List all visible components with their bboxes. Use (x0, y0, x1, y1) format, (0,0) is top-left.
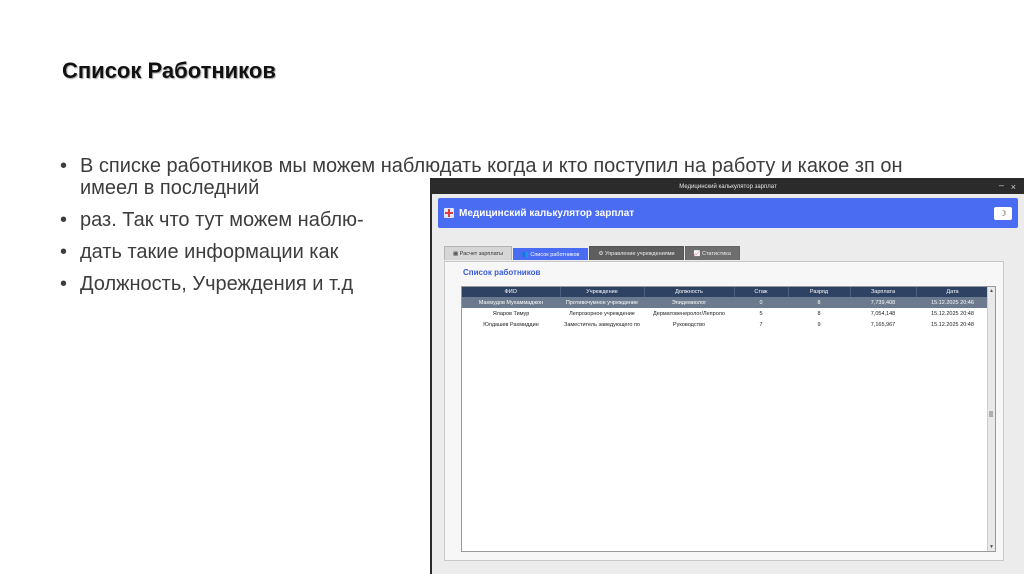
vertical-scrollbar[interactable] (987, 287, 995, 551)
table-cell: 7,165,967 (870, 321, 896, 328)
scrollbar-thumb[interactable] (989, 411, 993, 417)
table-cell: 0 (734, 297, 788, 308)
scroll-down-icon[interactable]: ▼ (989, 544, 994, 550)
app-title: Медицинский калькулятор зарплат (459, 207, 635, 219)
tab-salary-calc[interactable]: ▦ Расчет зарплаты (444, 246, 512, 260)
table-cell: 7,739,408 (850, 297, 916, 308)
theme-toggle-button[interactable] (994, 207, 1012, 220)
bullet-item: • Должность, Учреждения и т.д (58, 273, 938, 295)
column-header[interactable]: ФИО (462, 287, 560, 297)
app-window (430, 178, 1024, 574)
table-cell: 8 (817, 310, 821, 317)
table-cell: Руководство (672, 321, 706, 328)
panel-title: Список работников (463, 268, 541, 277)
table-cell: 15.12.2025 20:46 (916, 297, 989, 308)
table-cell: Махмудов Мухаммаджон (462, 297, 560, 308)
window-title: Медицинский калькулятор зарплат (679, 184, 777, 190)
app-header (438, 198, 1018, 228)
bullet-item: • дать такие информации как (58, 241, 938, 263)
table-cell: Яларов Тимур (492, 310, 530, 317)
tab-employee-list[interactable]: 👥 Список работников (513, 248, 589, 260)
table-cell: Противочумное учреждение (560, 297, 644, 308)
table-row[interactable] (462, 297, 989, 308)
minimize-icon[interactable]: – (998, 180, 1004, 190)
close-icon[interactable]: × (1010, 182, 1016, 192)
table-row[interactable] (462, 319, 989, 330)
hospital-icon (444, 208, 454, 218)
table-cell: 7 (759, 321, 763, 328)
column-header[interactable]: Стаж (734, 287, 788, 297)
table-row[interactable] (462, 308, 989, 319)
table-cell: Заместитель заведующего по (564, 321, 640, 328)
employee-list-panel (444, 261, 1004, 561)
column-header[interactable]: Зарплата (850, 287, 916, 297)
table-header-row (462, 287, 989, 297)
table-cell: Юлдашев Рахмиддин (483, 321, 539, 328)
column-header[interactable]: Учреждение (560, 287, 644, 297)
table-cell: Лепрозорное учреждение (569, 310, 635, 317)
table-cell: 7,054,148 (870, 310, 896, 317)
tab-statistics[interactable]: 📈 Статистика (685, 246, 740, 260)
employee-table-container (461, 286, 996, 552)
column-header[interactable]: Должность (644, 287, 734, 297)
tab-bar (444, 244, 1024, 260)
moon-icon: ☽ (999, 208, 1007, 218)
column-header[interactable]: Разряд (788, 287, 850, 297)
table-cell: Эпидемиолог (644, 297, 734, 308)
window-titlebar[interactable] (432, 180, 1024, 194)
tab-institution-management[interactable]: ⚙ Управление учреждениями (589, 246, 683, 260)
slide-title: Список Работников (62, 58, 276, 83)
table-cell: 5 (759, 310, 763, 317)
table-cell: Дерматовенеролог/Лепроло (653, 310, 725, 317)
table-cell: 9 (817, 321, 821, 328)
table-cell: 8 (788, 297, 850, 308)
bullet-item: • раз. Так что тут можем наблю- (58, 209, 938, 231)
scroll-up-icon[interactable]: ▲ (989, 288, 994, 294)
table-cell: 15.12.2025 20:48 (931, 310, 974, 317)
table-cell: 15.12.2025 20:48 (931, 321, 974, 328)
employee-table (462, 287, 990, 330)
bullet-item: • В списке работников мы можем наблюдать когда и кто поступил на работу и какое зп он имеел в последний (58, 155, 938, 199)
column-header[interactable]: Дата (916, 287, 989, 297)
